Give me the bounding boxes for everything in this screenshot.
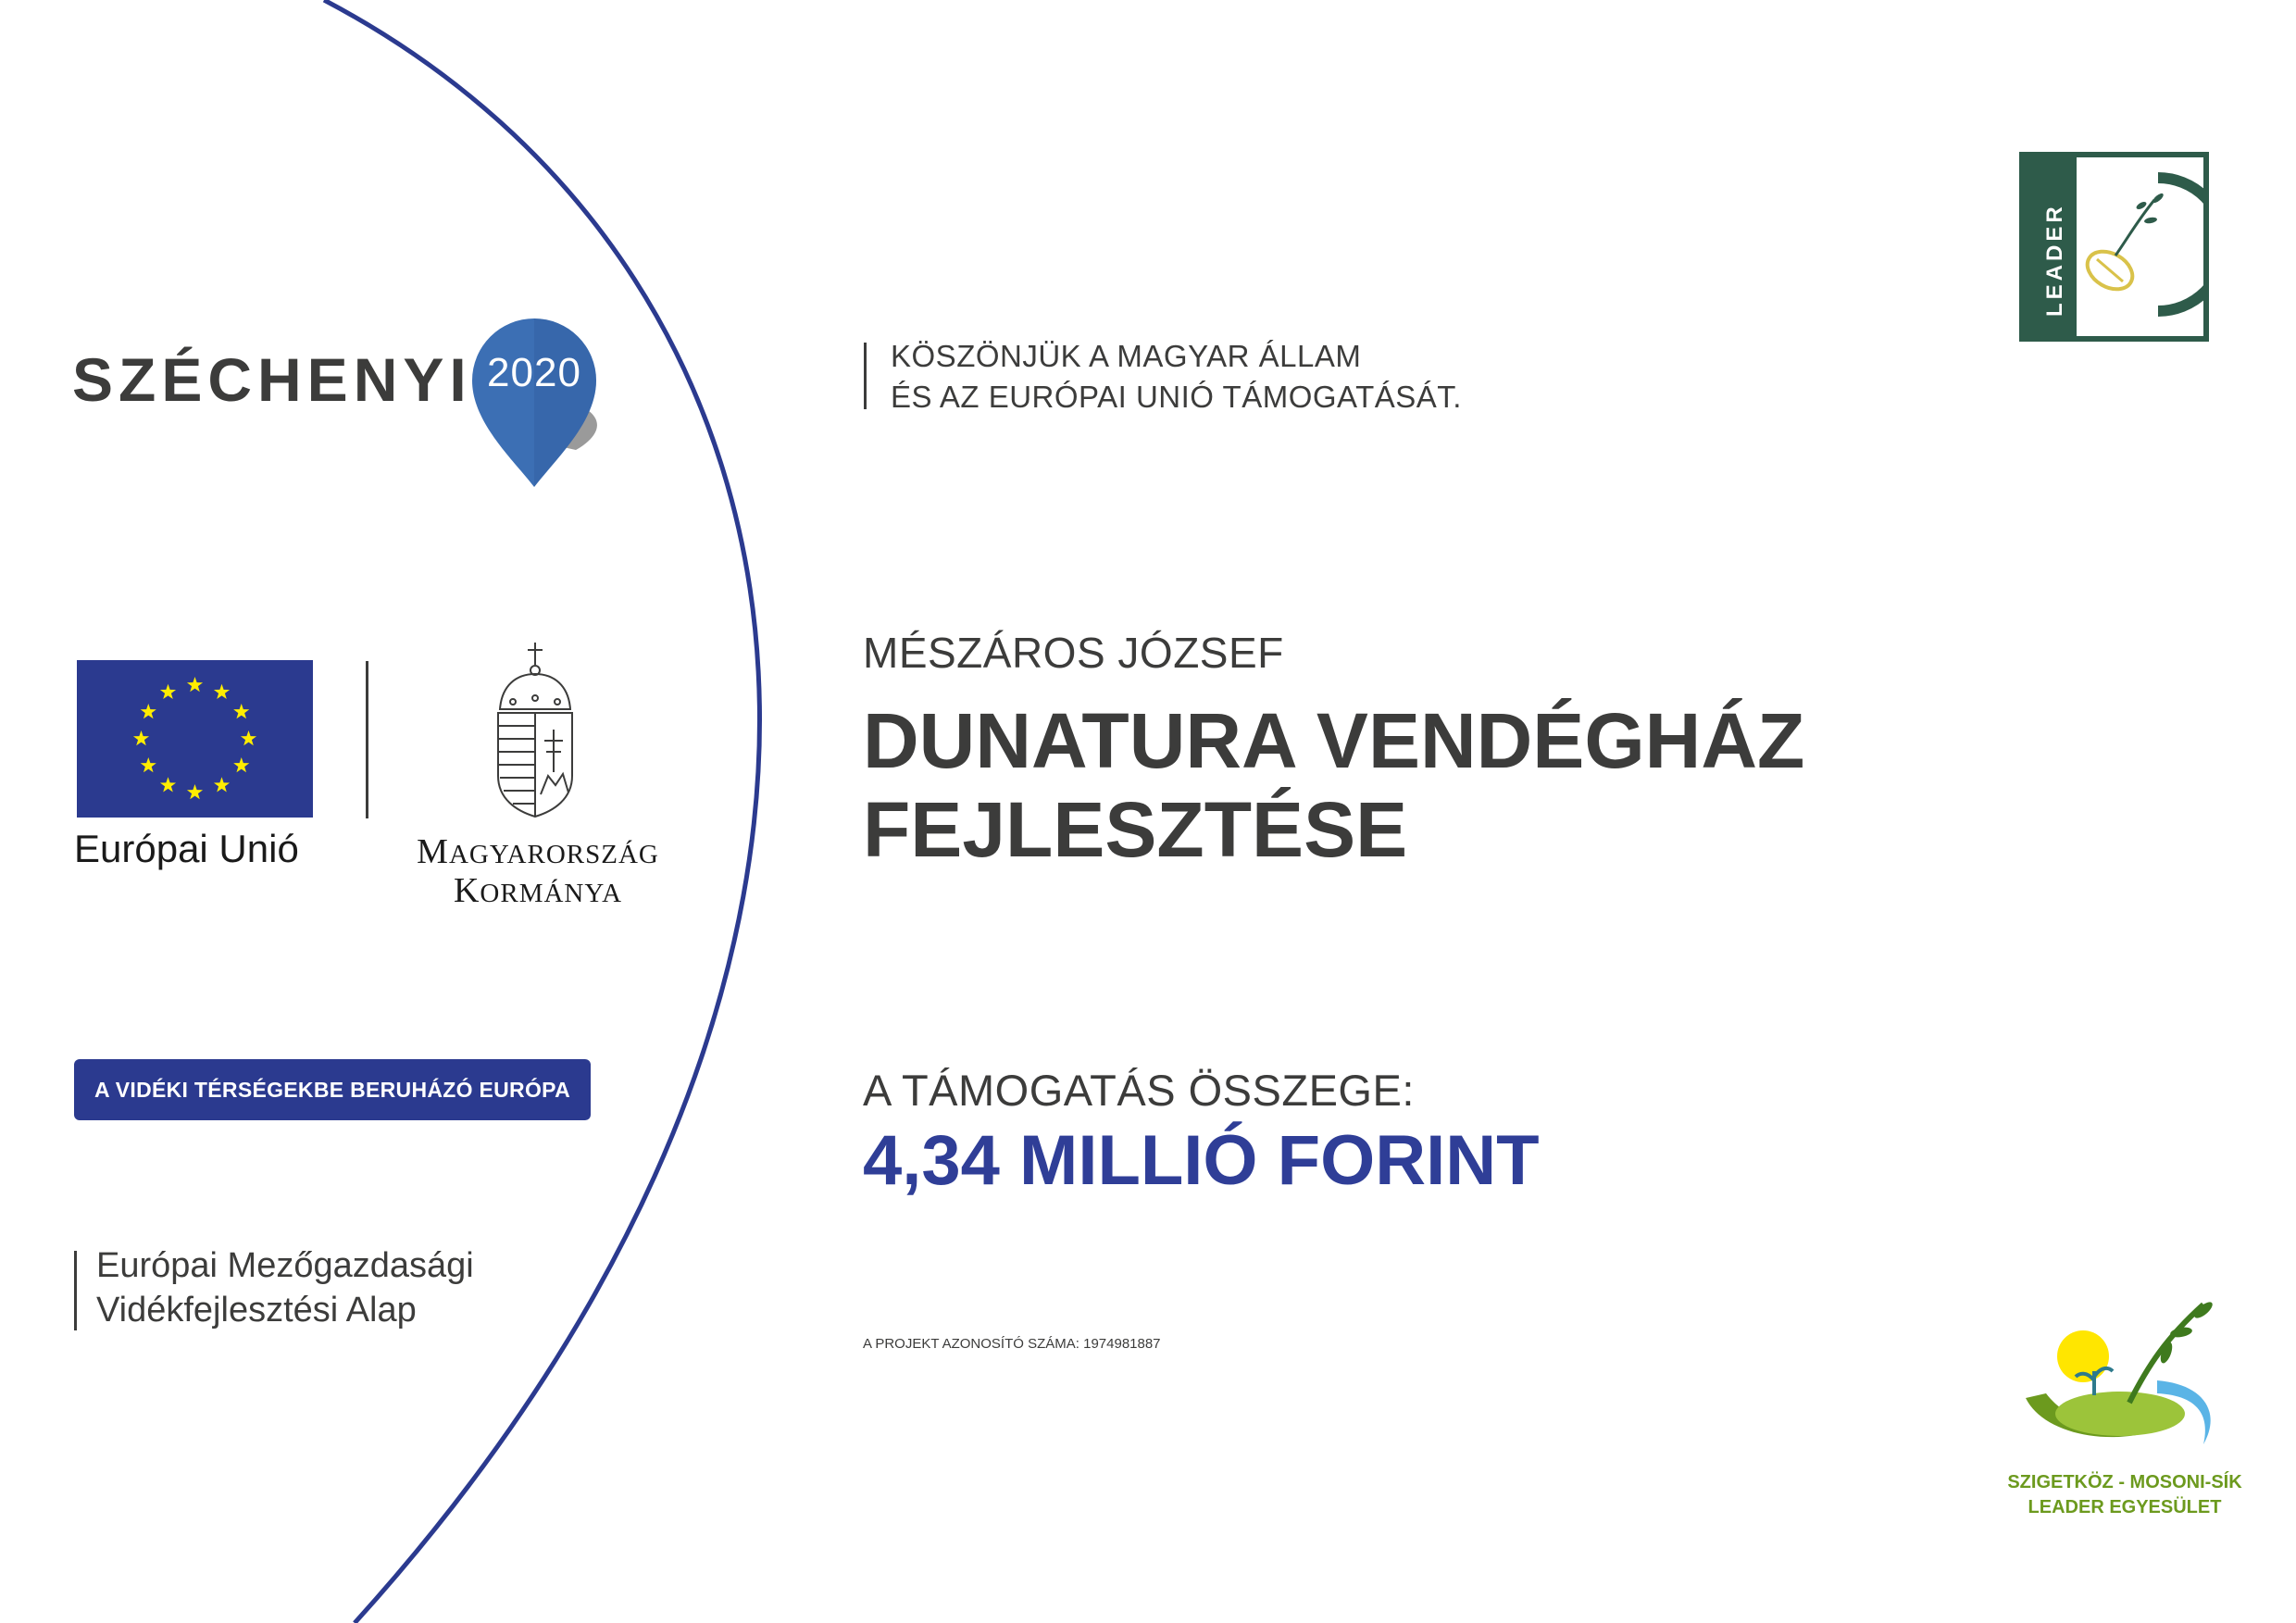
support-amount-label: A TÁMOGATÁS ÖSSZEGE: bbox=[863, 1066, 1415, 1115]
thanks-line-2: ÉS AZ EURÓPAI UNIÓ TÁMOGATÁSÁT. bbox=[891, 380, 1462, 414]
project-title-line-2: FEJLESZTÉSE bbox=[863, 786, 1408, 873]
rural-europe-banner: A VIDÉKI TÉRSÉGEKBE BERUHÁZÓ EURÓPA bbox=[74, 1059, 591, 1120]
lag-label-line-1: SZIGETKÖZ - MOSONI-SÍK bbox=[2007, 1472, 2242, 1492]
szechenyi-year: 2020 bbox=[487, 350, 581, 395]
thanks-divider bbox=[864, 343, 867, 409]
logo-divider bbox=[366, 661, 368, 818]
eu-flag-icon bbox=[77, 660, 313, 818]
lag-label-line-2: LEADER EGYESÜLET bbox=[2028, 1497, 2222, 1517]
fund-line-2: Vidékfejlesztési Alap bbox=[96, 1291, 417, 1330]
thanks-line-1: KÖSZÖNJÜK A MAGYAR ÁLLAM bbox=[891, 339, 1362, 373]
szechenyi-wordmark: SZÉCHENYI bbox=[72, 345, 472, 414]
fund-line-1: Európai Mezőgazdasági bbox=[96, 1246, 474, 1285]
eu-label: Európai Unió bbox=[74, 827, 299, 870]
sun-river-sprout-icon bbox=[2018, 1292, 2231, 1454]
leader-logo-icon bbox=[2019, 152, 2209, 342]
project-id: A PROJEKT AZONOSÍTÓ SZÁMA: 1974981887 bbox=[863, 1336, 1161, 1352]
support-amount-value: 4,34 MILLIÓ FORINT bbox=[863, 1121, 1540, 1200]
government-label-line-1: MAGYARORSZÁG bbox=[417, 832, 659, 871]
beneficiary-name: MÉSZÁROS JÓZSEF bbox=[863, 629, 1284, 677]
svg-text:LEADER: LEADER bbox=[2042, 203, 2067, 317]
government-label-line-2: KORMÁNYA bbox=[453, 871, 623, 910]
map-pin-icon bbox=[465, 311, 604, 496]
fund-divider bbox=[74, 1251, 77, 1330]
project-title-line-1: DUNATURA VENDÉGHÁZ bbox=[863, 697, 1805, 784]
coat-of-arms-icon bbox=[489, 637, 581, 822]
